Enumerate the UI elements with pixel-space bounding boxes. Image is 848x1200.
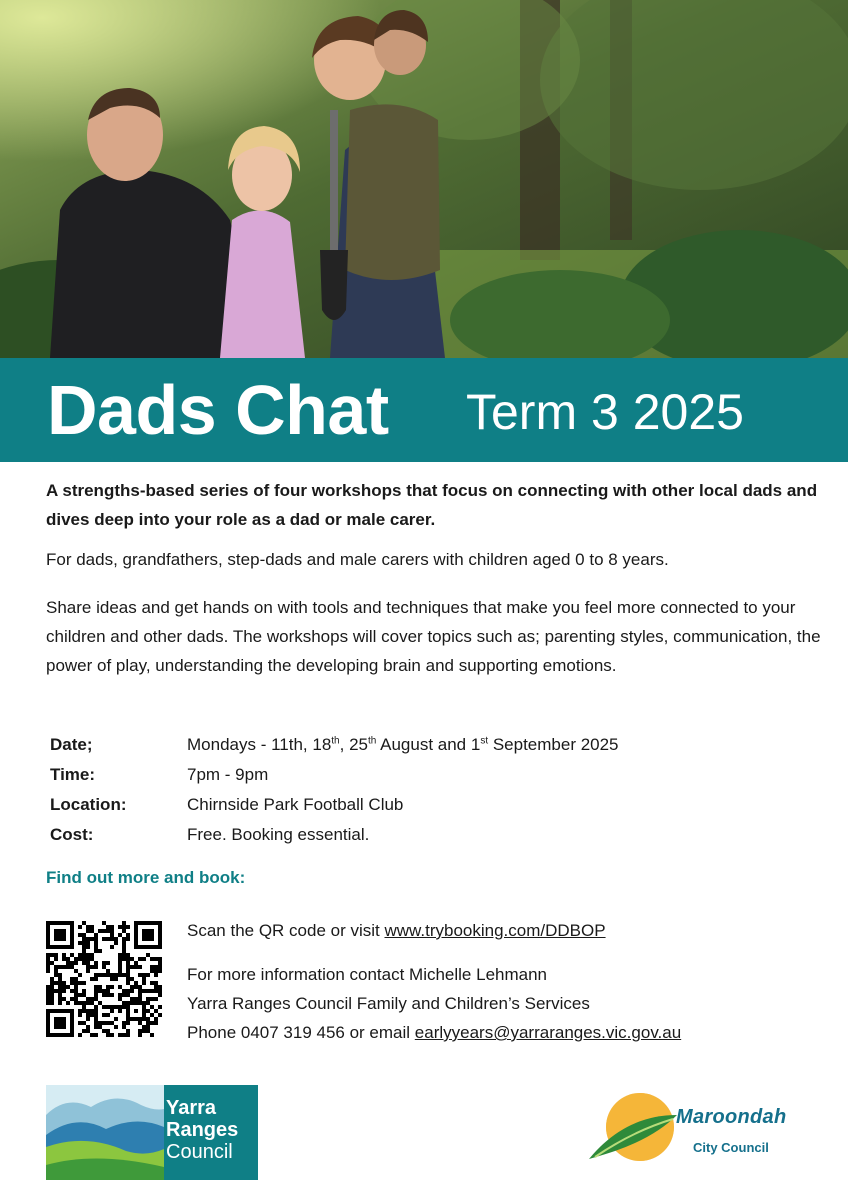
audience-paragraph: For dads, grandfathers, step-dads and male carers with children aged 0 to 8 years.	[46, 550, 669, 569]
time-value: 7pm - 9pm	[187, 765, 269, 784]
phone-line: Phone 0407 319 456 or email earlyyears@yarraranges.vic.gov.au	[187, 1023, 682, 1042]
hero-illustration	[0, 0, 848, 358]
find-out-heading: Find out more and book:	[46, 868, 246, 887]
page-title: Dads Chat	[47, 371, 389, 449]
date-value: Mondays - 11th, 18th, 25th August and 1st September 2025	[187, 735, 619, 754]
location-label: Location:	[50, 795, 127, 814]
location-value: Chirnside Park Football Club	[187, 795, 404, 814]
term-label: Term 3 2025	[466, 384, 744, 440]
hills-icon	[46, 1085, 164, 1180]
cost-value: Free. Booking essential.	[187, 825, 370, 844]
cost-label: Cost:	[50, 825, 94, 844]
scan-line: Scan the QR code or visit www.trybooking.com/DDBOP	[187, 921, 606, 940]
maroondah-subtitle: City Council	[693, 1140, 769, 1155]
sun-leaf-icon	[585, 1075, 695, 1185]
time-label: Time:	[50, 765, 96, 784]
org-line: Yarra Ranges Council Family and Children’s Services	[187, 994, 590, 1013]
body-text	[46, 476, 826, 680]
description-paragraph: Share ideas and get hands on with tools and techniques that make you feel more connected to your children and other dads. The workshops will cover topics such as; parenting styles, communication, the power of play, understanding the developing brain and supporting emotions.	[46, 598, 821, 675]
maroondah-logo	[585, 1075, 810, 1185]
qr-code-icon[interactable]	[46, 921, 162, 1037]
yarra-ranges-logo	[46, 1085, 258, 1180]
email-link[interactable]: earlyyears@yarraranges.vic.gov.au	[414, 1023, 682, 1042]
contact-block	[187, 916, 807, 1047]
info-line: For more information contact Michelle Lehmann	[187, 965, 547, 984]
maroondah-wordmark: Maroondah	[676, 1106, 787, 1128]
intro-paragraph: A strengths-based series of four workshops that focus on connecting with other local dads and dives deep into your role as a dad or male carer.	[46, 481, 818, 529]
title-banner	[0, 358, 848, 462]
yarra-ranges-wordmark: Yarra Ranges Council	[166, 1097, 239, 1163]
hero-photo	[0, 0, 848, 358]
booking-link[interactable]: www.trybooking.com/DDBOP	[384, 921, 606, 940]
date-label: Date;	[50, 735, 93, 754]
